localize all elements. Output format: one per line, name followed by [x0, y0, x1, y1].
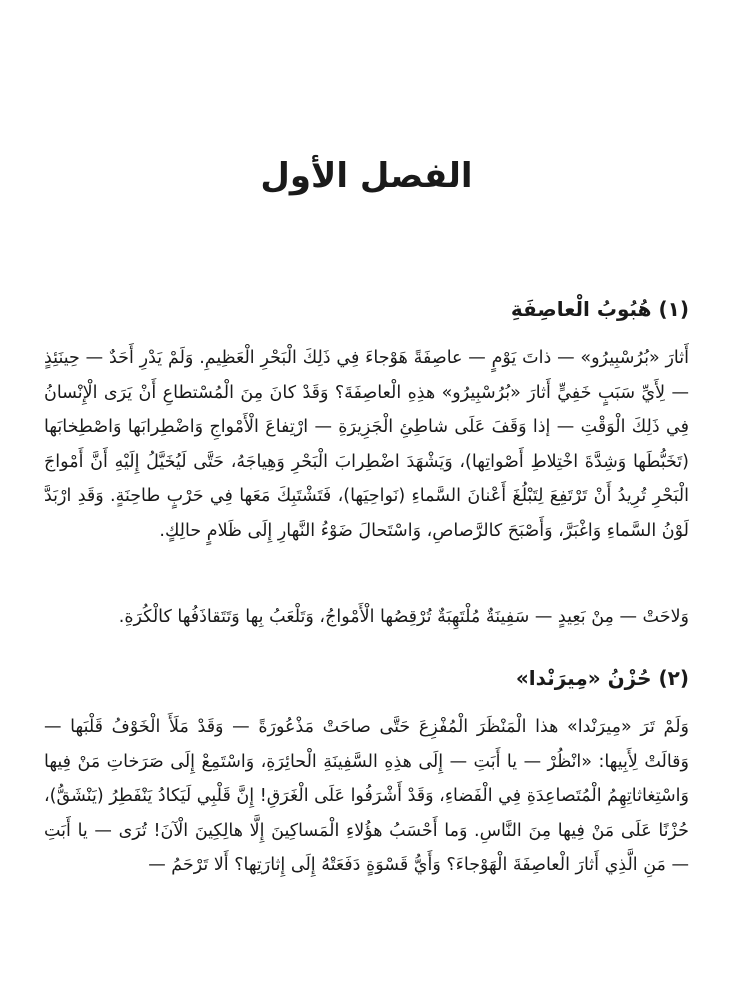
section-heading-storm: (١) هُبُوبُ الْعاصِفَةِ — [510, 297, 689, 321]
chapter-title: الفصل الأول — [260, 156, 473, 196]
section-heading-miranda-sorrow: (٢) حُزْنُ «مِيرَنْدا» — [515, 666, 689, 690]
paragraph: أَثارَ «بُرُسْبِيرُو» — ذاتَ يَوْمٍ — عاصِفَةً هَوْجاءَ فِي ذَلِكَ الْبَحْرِ الْعَظِيمِ. وَلَمْ يَدْرِ أَحَدٌ — حِينَئِذٍ — لِأَيِّ سَبَبٍ خَفِيٍّ أَثارَ «بُرُسْبِيرُو» هذِهِ الْعاصِفَةَ؟ وَقَدْ كانَ مِنَ الْمُسْتطاعِ أَنْ يَرَى الْإِنْسانُ فِي ذَلِكَ الْوَقْتِ — إذا وَقَفَ عَلَى شاطِئِ الْجَزِيرَةِ — ارْتِفاعَ الْأَمْواجِ وَاضْطِرابَها وَاصْطِخابَها (تَخَبُّطَها وَشِدَّةَ اخْتِلاطِ أَصْواتِها)، وَيَشْهَدَ اضْطِرابَ الْبَحْرِ وَهِياجَهُ، حَتَّى لَيُخَيَّلُ إِلَيْهِ أَنَّ أَمْواجَ الْبَحْرِ تُرِيدُ أَنْ تَرْتَفِعَ لِتَبْلُغَ أَعْنانَ السَّماءِ (نَواحِيَها)، فَتَشْتَبِكَ مَعَها فِي حَرْبٍ طاحِنَةٍ. وَقَدِ ارْبَدَّ لَوْنُ السَّماءِ وَاغْبَرَّ، وَأَصْبَحَ كالرَّصاصِ، وَاسْتَحالَ ضَوْءُ النَّهارِ إِلَى ظَلامٍ حالِكٍ. — [44, 348, 689, 541]
paragraph: وَلاحَتْ — مِنْ بَعِيدٍ — سَفِينَةٌ مُلْتَهِبَةٌ تُرْقِصُها الْأَمْواجُ، وَتَلْعَبُ بِها وَتَتَقاذَفُها كالْكُرَةِ. — [118, 607, 689, 627]
paragraph: وَلَمْ تَرَ «مِيرَنْدا» هذا الْمَنْظَرَ الْمُفْزِعَ حَتَّى صاحَتْ مَذْعُورَةً — وَقَدْ مَلَأَ الْخَوْفُ قَلْبَها — وَقالَتْ لِأَبِيها: «انْظُرْ — يا أَبَتِ — إِلَى هذِهِ السَّفِينَةِ الْحائِرَةِ، وَاسْتَمِعْ إِلَى صَرَخاتِ مَنْ فِيها وَاسْتِغاثاتِهِمُ الْمُتَصاعِدَةِ فِي الْفَضاءِ، وَقَدْ أَشْرَفُوا عَلَى الْغَرَقِ! إِنَّ قَلْبِي لَيَكادُ يَنْفَطِرُ (يَنْشَقُّ)، حُزْنًا عَلَى مَنْ فِيها مِنَ النَّاسِ. وَما أَحْسَبُ هؤُلاءِ الْمَساكِينَ إِلَّا هالِكِينَ الْآنَ! تُرَى — يا أَبَتِ — مَنِ الَّذِي أَثارَ الْعاصِفَةَ الْهَوْجاءَ؟ وَأَيُّ قَسْوَةٍ دَفَعَتْهُ إِلَى إِثارَتِها؟ أَلا تَرْحَمُ — — [44, 717, 689, 875]
